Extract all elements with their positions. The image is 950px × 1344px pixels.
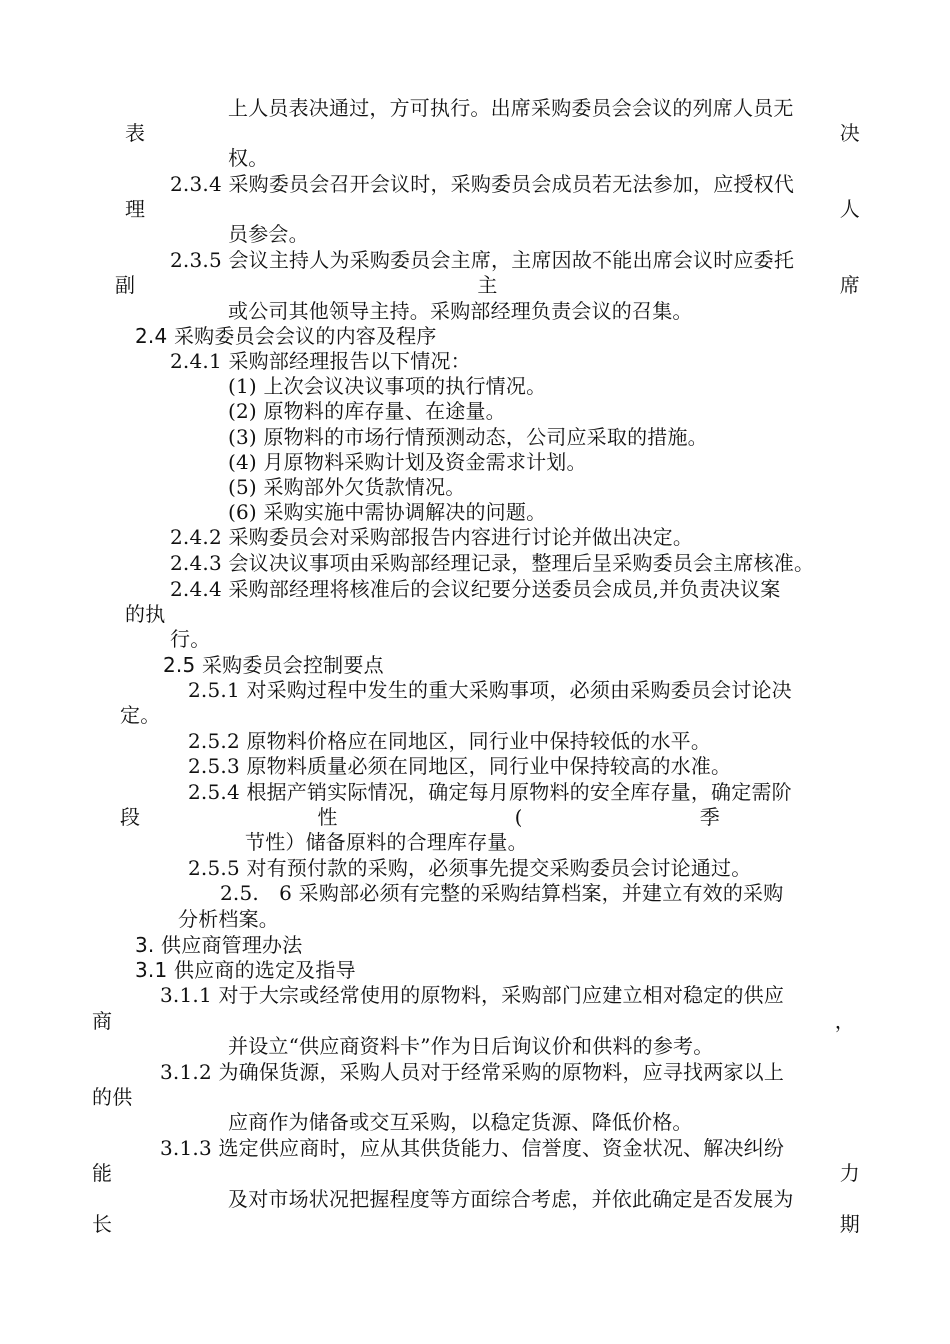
- text-line: 定。: [120, 703, 161, 727]
- text-line: 行。: [170, 627, 211, 651]
- section-line: 2.4.2 采购委员会对采购部报告内容进行讨论并做出决定。: [170, 525, 694, 549]
- heading-2-5: 2.5 采购委员会控制要点: [163, 653, 384, 677]
- text-fragment: 副: [115, 273, 136, 297]
- section-line: 2.5.1 对采购过程中发生的重大采购事项，必须由采购委员会讨论决: [188, 678, 792, 702]
- spread-line: [120, 804, 720, 830]
- spread-line: [115, 272, 860, 298]
- text-line: 的供: [92, 1085, 133, 1109]
- list-item: (1) 上次会议决议事项的执行情况。: [228, 374, 547, 398]
- text-fragment: 人: [839, 197, 860, 221]
- section-line: 2.5.5 对有预付款的采购，必须事先提交采购委员会讨论通过。: [188, 856, 752, 880]
- spread-line: [92, 1008, 855, 1034]
- section-line: 2.4.3 会议决议事项由采购部经理记录，整理后呈采购委员会主席核准。: [170, 551, 815, 575]
- text-fragment: 能: [92, 1161, 113, 1185]
- text-line: 的执: [125, 602, 166, 626]
- text-line: 或公司其他领导主持。采购部经理负责会议的召集。: [228, 299, 693, 323]
- list-item: (6) 采购实施中需协调解决的问题。: [228, 500, 547, 524]
- text-fragment: 力: [839, 1161, 860, 1185]
- section-line: 2.4.1 采购部经理报告以下情况：: [170, 349, 471, 373]
- text-fragment: 季: [699, 805, 720, 829]
- section-line: 2.3.4 采购委员会召开会议时，采购委员会成员若无法参加，应授权代: [170, 172, 795, 196]
- text-line: 权。: [228, 146, 269, 170]
- section-line: 2.5.3 原物料质量必须在同地区，同行业中保持较高的水准。: [188, 754, 732, 778]
- spread-line: [125, 196, 860, 222]
- list-item: (5) 采购部外欠货款情况。: [228, 475, 466, 499]
- text-line: 及对市场状况把握程度等方面综合考虑，并依此确定是否发展为: [228, 1187, 794, 1211]
- section-line: 3.1.1 对于大宗或经常使用的原物料，采购部门应建立相对稳定的供应: [160, 983, 785, 1007]
- text-fragment: 商: [92, 1009, 113, 1033]
- text-line: 员参会。: [228, 222, 309, 246]
- text-fragment: 长: [92, 1212, 113, 1236]
- list-item: (4) 月原物料采购计划及资金需求计划。: [228, 450, 587, 474]
- text-fragment: (: [514, 805, 523, 829]
- text-fragment: 段: [120, 805, 141, 829]
- section-line: 2.5.4 根据产销实际情况，确定每月原物料的安全库存量，确定需阶: [188, 780, 792, 804]
- text-line: 节性）储备原料的合理库存量。: [245, 830, 528, 854]
- text-line: 并设立“供应商资料卡”作为日后询议价和供料的参考。: [228, 1034, 714, 1058]
- heading-3: 3. 供应商管理办法: [135, 933, 303, 957]
- section-line: 2.5. 6 采购部必须有完整的采购结算档案，并建立有效的采购: [220, 881, 784, 905]
- text-fragment: 理: [125, 197, 146, 221]
- text-fragment: 性: [317, 805, 338, 829]
- spread-line: [125, 120, 860, 146]
- text-fragment: 决: [839, 121, 860, 145]
- section-line: 3.1.3 选定供应商时，应从其供货能力、信誉度、资金状况、解决纠纷: [160, 1136, 785, 1160]
- spread-line: [92, 1211, 860, 1237]
- text-line: 上人员表决通过，方可执行。出席采购委员会会议的列席人员无: [228, 96, 794, 120]
- text-line: 分析档案。: [178, 907, 279, 931]
- text-fragment: ，: [834, 1009, 855, 1033]
- text-fragment: 表: [125, 121, 146, 145]
- text-fragment: 期: [839, 1212, 860, 1236]
- text-line: 应商作为储备或交互采购，以稳定货源、降低价格。: [228, 1110, 693, 1134]
- text-fragment: 主: [477, 273, 498, 297]
- text-fragment: 席: [839, 273, 860, 297]
- heading-2-4: 2.4 采购委员会会议的内容及程序: [135, 324, 437, 348]
- list-item: (2) 原物料的库存量、在途量。: [228, 399, 506, 423]
- spread-line: [92, 1160, 860, 1186]
- section-line: 2.5.2 原物料价格应在同地区，同行业中保持较低的水平。: [188, 729, 712, 753]
- section-line: 2.4.4 采购部经理将核准后的会议纪要分送委员会成员,并负责决议案: [170, 577, 781, 601]
- section-line: 2.3.5 会议主持人为采购委员会主席，主席因故不能出席会议时应委托: [170, 248, 795, 272]
- heading-3-1: 3.1 供应商的选定及指导: [135, 958, 356, 982]
- section-line: 3.1.2 为确保货源，采购人员对于经常采购的原物料，应寻找两家以上: [160, 1060, 785, 1084]
- list-item: (3) 原物料的市场行情预测动态，公司应采取的措施。: [228, 425, 708, 449]
